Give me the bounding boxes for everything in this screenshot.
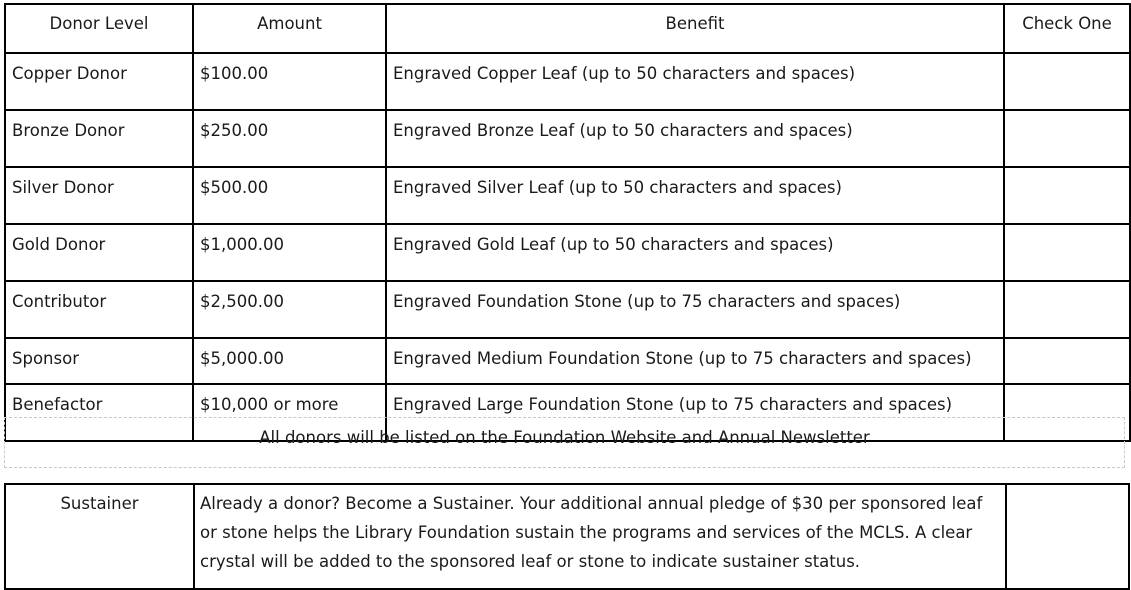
amount-cell: $1,000.00 xyxy=(193,224,386,281)
sustainer-table xyxy=(4,483,1130,590)
donor-level-cell: Benefactor xyxy=(5,384,193,441)
check-cell-sustainer[interactable] xyxy=(1006,484,1129,589)
benefit-cell: Engraved Large Foundation Stone (up to 75 characters and spaces) xyxy=(386,384,1004,441)
table-header-row xyxy=(5,4,1130,53)
donor-listing-note: All donors will be listed on the Foundation Website and Annual Newsletter xyxy=(4,417,1125,468)
check-cell-silver[interactable] xyxy=(1004,167,1130,224)
header-check-one: Check One xyxy=(1004,4,1130,53)
check-cell-gold[interactable] xyxy=(1004,224,1130,281)
table-row xyxy=(5,224,1130,281)
amount-cell: $250.00 xyxy=(193,110,386,167)
benefit-cell: Engraved Foundation Stone (up to 75 characters and spaces) xyxy=(386,281,1004,338)
table-row xyxy=(5,338,1130,384)
benefit-cell: Engraved Bronze Leaf (up to 50 characters and spaces) xyxy=(386,110,1004,167)
amount-cell: $2,500.00 xyxy=(193,281,386,338)
donor-level-cell: Copper Donor xyxy=(5,53,193,110)
benefit-cell: Engraved Gold Leaf (up to 50 characters and spaces) xyxy=(386,224,1004,281)
check-cell-bronze[interactable] xyxy=(1004,110,1130,167)
amount-cell: $500.00 xyxy=(193,167,386,224)
check-cell-copper[interactable] xyxy=(1004,53,1130,110)
amount-cell: $100.00 xyxy=(193,53,386,110)
check-cell-contributor[interactable] xyxy=(1004,281,1130,338)
amount-cell: $5,000.00 xyxy=(193,338,386,384)
table-row xyxy=(5,167,1130,224)
table-row xyxy=(5,53,1130,110)
sustainer-row xyxy=(5,484,1129,589)
header-benefit: Benefit xyxy=(386,4,1004,53)
check-cell-sponsor[interactable] xyxy=(1004,338,1130,384)
donor-level-cell: Contributor xyxy=(5,281,193,338)
header-amount: Amount xyxy=(193,4,386,53)
table-row xyxy=(5,110,1130,167)
table-row xyxy=(5,281,1130,338)
donor-levels-table xyxy=(4,3,1131,442)
benefit-cell: Engraved Medium Foundation Stone (up to 75 characters and spaces) xyxy=(386,338,1004,384)
sustainer-level-cell: Sustainer xyxy=(5,484,194,589)
amount-cell: $10,000 or more xyxy=(193,384,386,441)
benefit-cell: Engraved Copper Leaf (up to 50 characters and spaces) xyxy=(386,53,1004,110)
sustainer-description: Already a donor? Become a Sustainer. Your additional annual pledge of $30 per sponsored leaf or stone helps the Library Foundation sustain the programs and services of the MCLS. A clear crystal will be added to the sponsored leaf or stone to indicate sustainer status. xyxy=(194,484,1006,589)
header-donor-level: Donor Level xyxy=(5,4,193,53)
donor-level-cell: Silver Donor xyxy=(5,167,193,224)
donor-level-cell: Sponsor xyxy=(5,338,193,384)
donor-level-cell: Bronze Donor xyxy=(5,110,193,167)
donor-level-cell: Gold Donor xyxy=(5,224,193,281)
benefit-cell: Engraved Silver Leaf (up to 50 characters and spaces) xyxy=(386,167,1004,224)
